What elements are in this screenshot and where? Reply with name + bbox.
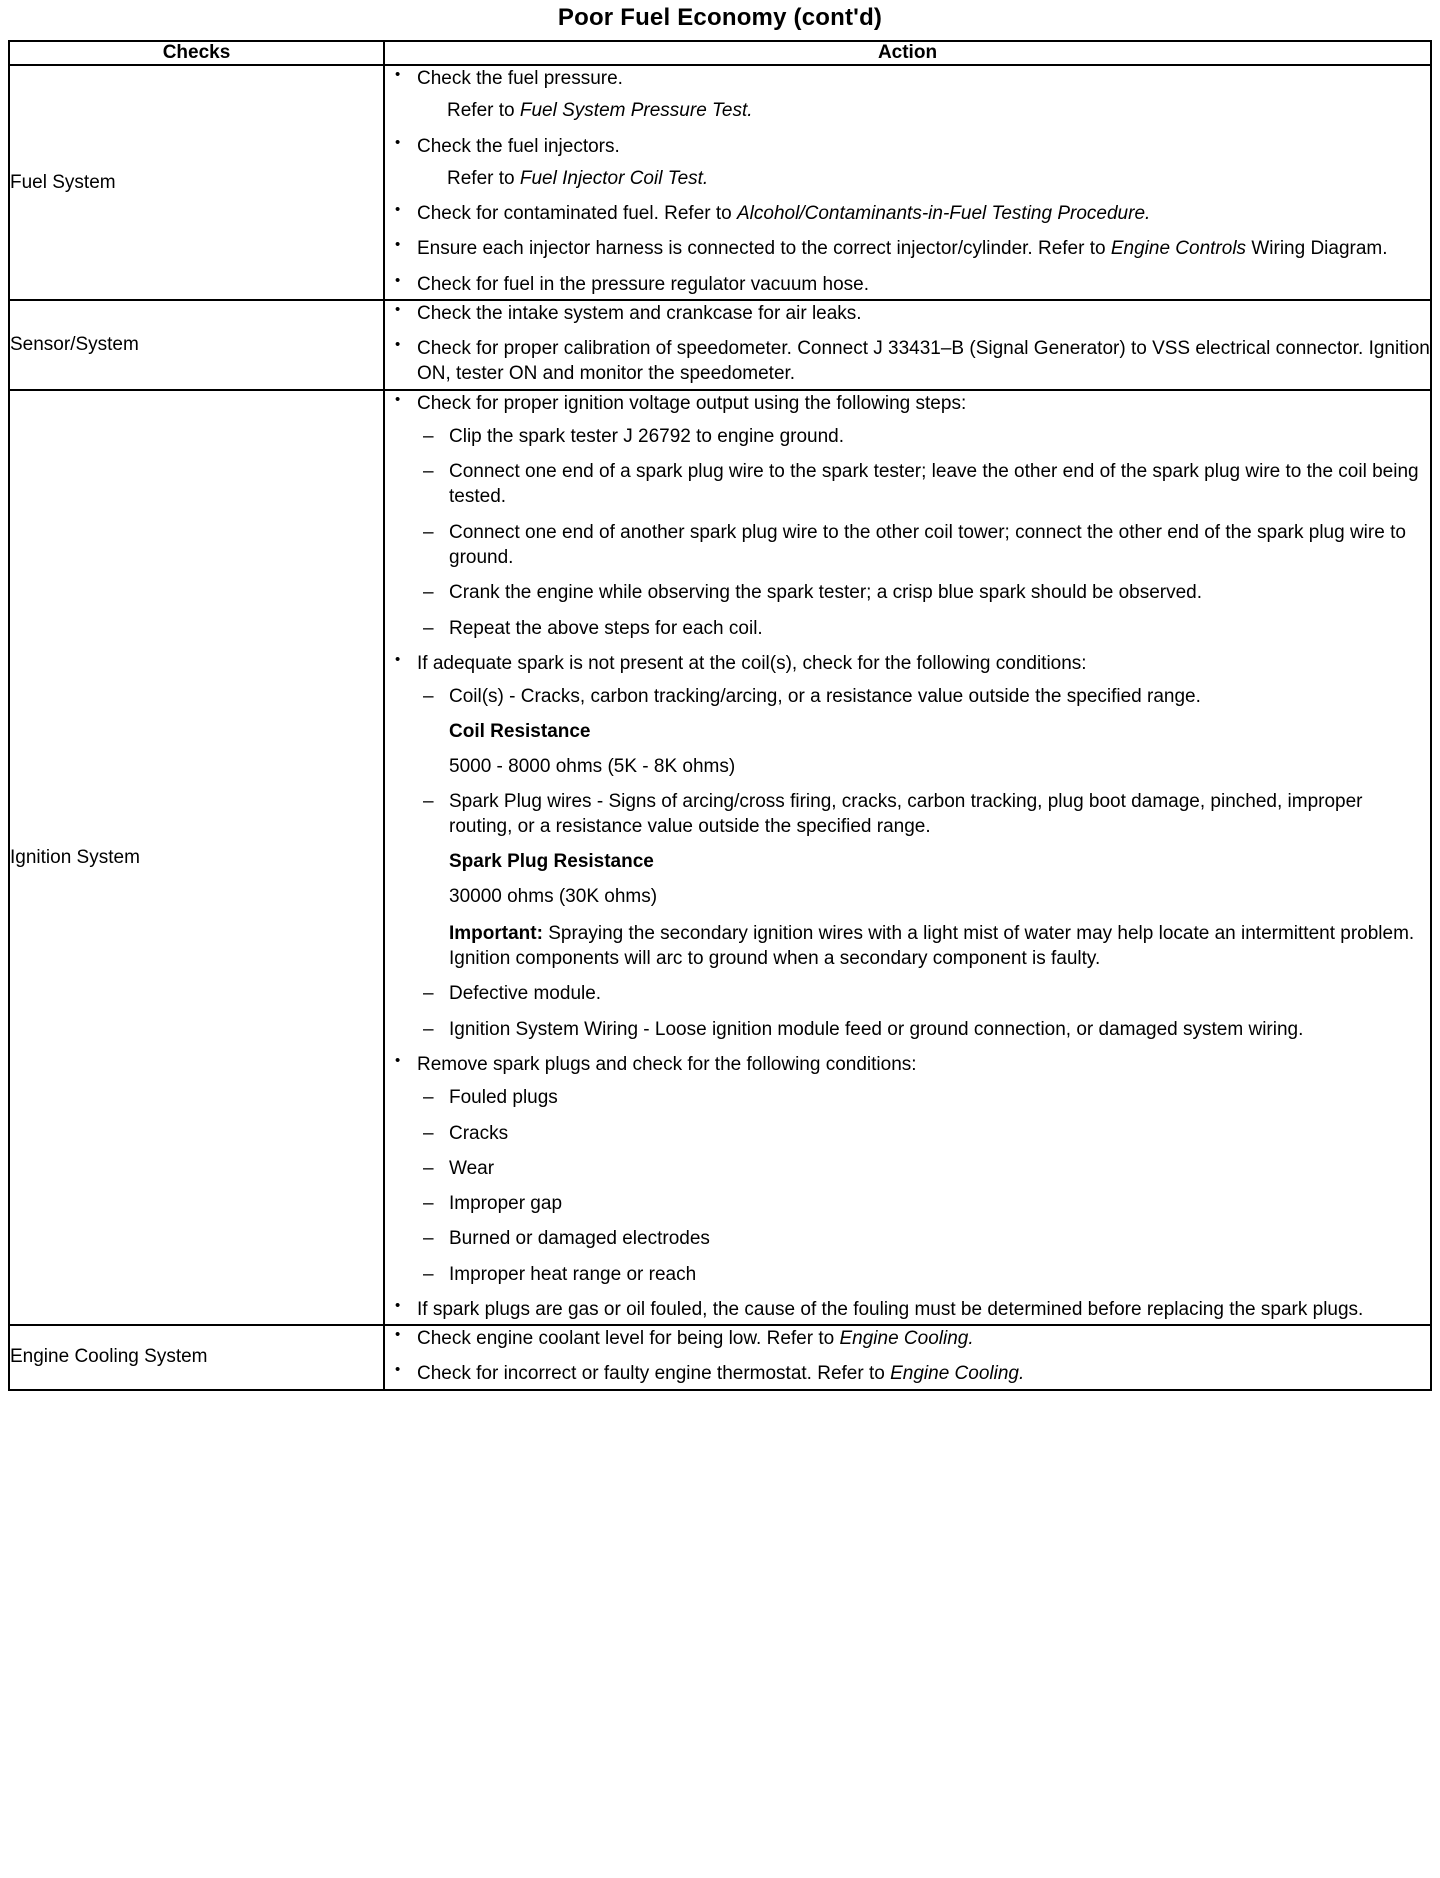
item-text: Check the fuel pressure. (417, 68, 623, 89)
sub-list-item: – Improper gap (417, 1191, 1430, 1216)
sub-list-item: – Clip the spark tester J 26792 to engine ground. (417, 424, 1430, 449)
sub-item-text: Coil(s) - Cracks, carbon tracking/arcing, or a resistance value outside the specified range. (449, 686, 1201, 708)
spec-heading: Coil Resistance (449, 721, 591, 743)
sub-list-item: – Burned or damaged electrodes (417, 1226, 1430, 1251)
list-item (385, 1326, 1430, 1351)
sub-list (417, 424, 1430, 641)
check-label: Engine Cooling System (9, 1325, 384, 1390)
table-header-row (9, 41, 1431, 65)
action-list (385, 66, 1430, 297)
item-sub (417, 98, 1430, 123)
page-title: Poor Fuel Economy (cont'd) (557, 4, 883, 31)
diagnostic-table (8, 40, 1432, 1391)
table-row (9, 65, 1431, 300)
sub-list-item: – Repeat the above steps for each coil. (417, 616, 1430, 641)
column-header-action: Action (384, 41, 1431, 65)
list-item (385, 134, 1430, 192)
list-item (385, 336, 1430, 387)
list-item (385, 66, 1430, 124)
sub-list-item: – Wear (417, 1156, 1430, 1181)
check-label: Ignition System (9, 390, 384, 1325)
list-item (385, 651, 1430, 1042)
list-item (385, 236, 1430, 261)
item-sub-ref: Fuel Injector Coil Test. (519, 167, 709, 189)
sub-list-item: – Cracks (417, 1121, 1430, 1146)
spec-heading: Spark Plug Resistance (449, 851, 654, 873)
item-text: Check for proper ignition voltage output using the following steps: (417, 392, 967, 414)
item-text: Check the intake system and crankcase for air leaks. (417, 302, 862, 324)
sub-list-item: – Fouled plugs (417, 1085, 1430, 1110)
action-cell (384, 300, 1431, 390)
check-label: Sensor/System (9, 300, 384, 390)
sub-list (417, 981, 1430, 1042)
table-row (9, 390, 1431, 1325)
item-text: If adequate spark is not present at the coil(s), check for the following conditions: (417, 652, 1087, 674)
item-sub (417, 166, 1430, 191)
sub-list (417, 1085, 1430, 1287)
action-list (385, 301, 1430, 387)
item-ref: Engine Cooling. (839, 1328, 974, 1350)
list-item (385, 1361, 1430, 1386)
action-list (385, 1326, 1430, 1387)
item-text: Check engine coolant level for being low. Refer to (417, 1328, 840, 1350)
sub-list-item: – Defective module. (417, 981, 1430, 1006)
item-ref: Engine Cooling. (890, 1363, 1025, 1385)
sub-list-item (417, 789, 1430, 909)
list-item (385, 272, 1430, 297)
list-item (385, 1052, 1430, 1287)
item-text: Check for proper calibration of speedometer. Connect J 33431–B (Signal Generator) to VSS electrical connector. Ignition ON, tester ON and monitor the speedometer. (417, 338, 1430, 385)
item-sub-ref: Fuel System Pressure Test. (519, 100, 753, 122)
item-text: Check for incorrect or faulty engine thermostat. Refer to (417, 1363, 891, 1385)
table-row (9, 1325, 1431, 1390)
list-item (385, 201, 1430, 226)
item-text: Ensure each injector harness is connected to the correct injector/cylinder. Refer to (417, 238, 1111, 260)
list-item (385, 1297, 1430, 1322)
sub-list-item: – Crank the engine while observing the spark tester; a crisp blue spark should be observed. (417, 580, 1430, 605)
item-ref: Engine Controls (1110, 238, 1247, 260)
list-item (385, 391, 1430, 641)
sub-list-item (417, 684, 1430, 779)
list-item (385, 301, 1430, 326)
action-list (385, 391, 1430, 1322)
column-header-checks: Checks (9, 41, 384, 65)
item-sub-lead: Refer to (447, 100, 520, 122)
item-text: Check the fuel injectors. (417, 135, 620, 157)
action-cell (384, 390, 1431, 1325)
action-cell (384, 1325, 1431, 1390)
item-text: Remove spark plugs and check for the following conditions: (417, 1053, 917, 1075)
important-label: Important: (449, 922, 543, 944)
item-text: Check for fuel in the pressure regulator vacuum hose. (417, 273, 870, 295)
sub-list-item: – Connect one end of a spark plug wire to the spark tester; leave the other end of the spark plug wire to the coil being tested. (417, 459, 1430, 510)
item-text: Check for contaminated fuel. Refer to (417, 203, 737, 225)
item-sub-lead: Refer to (447, 167, 520, 189)
spec-value: 30000 ohms (30K ohms) (449, 885, 658, 907)
item-ref: Alcohol/Contaminants-in-Fuel Testing Procedure. (737, 203, 1151, 225)
item-text-tail: Wiring Diagram. (1246, 238, 1388, 260)
check-label: Fuel System (9, 65, 384, 300)
spec-value: 5000 - 8000 ohms (5K - 8K ohms) (449, 755, 736, 777)
table-row (9, 300, 1431, 390)
important-note (417, 921, 1430, 972)
sub-list-item: – Ignition System Wiring - Loose ignition module feed or ground connection, or damaged system wiring. (417, 1017, 1430, 1042)
sub-item-text: Spark Plug wires - Signs of arcing/cross firing, cracks, carbon tracking, plug boot damage, pinched, improper routing, or a resistance value outside the specified range. (449, 790, 1363, 838)
sub-list-item: – Connect one end of another spark plug wire to the other coil tower; connect the other end of the spark plug wire to ground. (417, 520, 1430, 571)
action-cell (384, 65, 1431, 300)
important-text: Spraying the secondary ignition wires with a light mist of water may help locate an intermittent problem. Ignition components will arc to ground when a secondary component is faulty. (449, 922, 1415, 970)
sub-list-item: – Improper heat range or reach (417, 1262, 1430, 1287)
item-text: If spark plugs are gas or oil fouled, the cause of the fouling must be determined before replacing the spark plugs. (417, 1298, 1364, 1320)
sub-list (417, 684, 1430, 909)
